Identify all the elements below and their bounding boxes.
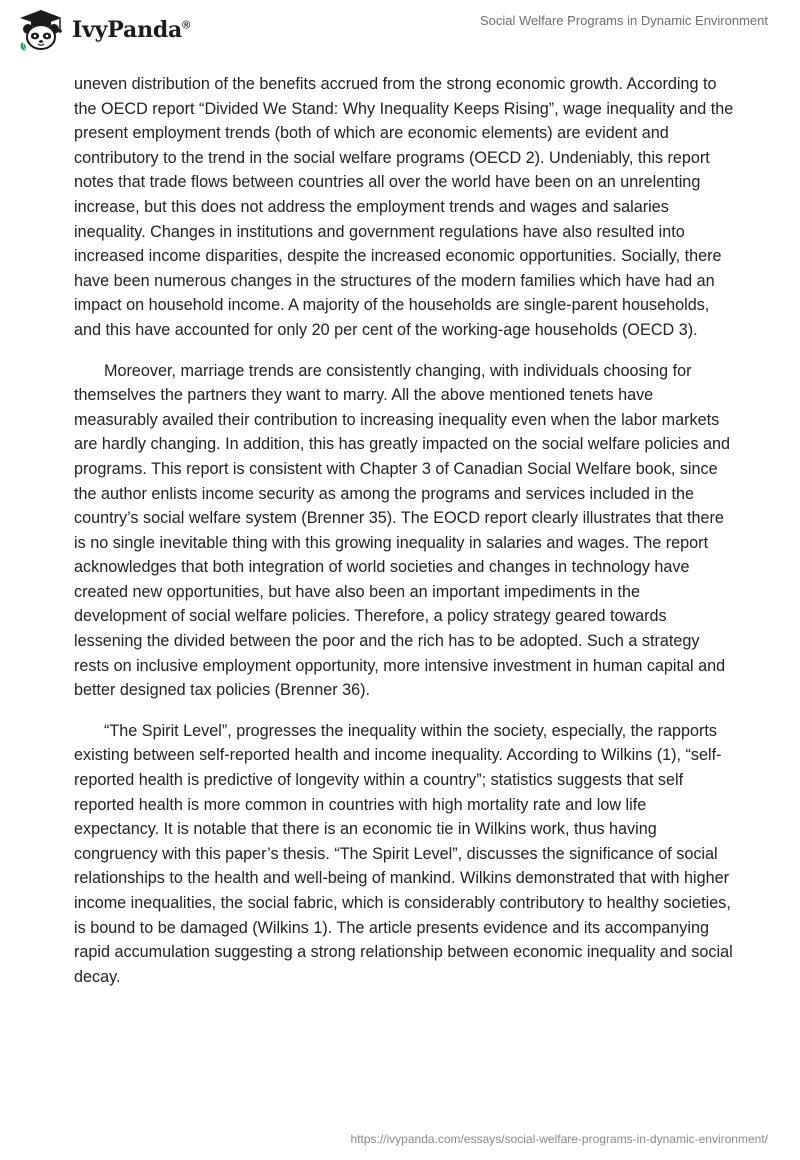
page-header (0, 0, 800, 60)
paragraph-2: Moreover, marriage trends are consistently changing, with individuals choosing for themselves the partners they want to marry. All the above mentioned tenets have measurably availed their contribution to increasing inequality even when the labor markets are hardly changing. In addition, this has greatly impacted on the social welfare policies and programs. This report is consistent with Chapter 3 of Canadian Social Welfare book, since the author enlists income security as among the programs and services included in the country’s social welfare system (Brenner 35). The EOCD report clearly illustrates that there is no single inevitable thing with this growing inequality in salaries and wages. The report acknowledges that both integration of world societies and changes in technology have created new opportunities, but have also been an important impediments in the development of social welfare policies. Therefore, a policy strategy geared towards lessening the divided between the poor and the rich has to be adopted. Such a strategy rests on inclusive employment opportunity, more intensive investment in human capital and better designed tax policies (Brenner 36). (74, 361, 730, 700)
panda-graduate-icon (16, 8, 66, 52)
source-url[interactable]: https://ivypanda.com/essays/social-welfare-programs-in-dynamic-environment/ (350, 1132, 768, 1146)
essay-body (74, 72, 734, 1005)
document-title: Social Welfare Programs in Dynamic Environment (479, 13, 768, 28)
ivypanda-logo[interactable] (16, 8, 190, 52)
paragraph-1: uneven distribution of the benefits accrued from the strong economic growth. According to the OECD report “Divided We Stand: Why Inequality Keeps Rising”, wage inequality and the present employment trends (both of which are economic elements) are evident and contributory to the trend in the social welfare programs (OECD 2). Undeniably, this report notes that trade flows between countries all over the world have been on an unrelenting increase, but this does not address the employment trends and wages and salaries inequality. Changes in institutions and government regulations have also resulted into increased income disparities, despite the increased economic opportunities. Socially, there have been numerous changes in the structures of the modern families which have had an impact on household income. A majority of the households are single-parent households, and this have accounted for only 20 per cent of the working-age households (OECD 3). (74, 75, 734, 339)
registered-mark: ® (182, 19, 191, 32)
paragraph-3: “The Spirit Level”, progresses the inequality within the society, especially, the rapports existing between self-reported health and income inequality. According to Wilkins (1), “self-reported health is predictive of longevity within a country”; statistics suggests that self reported health is more common in countries with high mortality rate and low life expectancy. It is notable that there is an economic tie in Wilkins work, thus having congruency with this paper’s thesis. “The Spirit Level”, discusses the significance of social relationships to the health and well-being of mankind. Wilkins demonstrated that with higher income inequalities, the social fabric, which is considerably contributory to healthy societies, is bound to be damaged (Wilkins 1). The article presents evidence and its accompanying rapid accumulation suggesting a strong relationship between economic inequality and social decay. (74, 721, 733, 986)
brand-name: IvyPanda® (72, 17, 191, 43)
